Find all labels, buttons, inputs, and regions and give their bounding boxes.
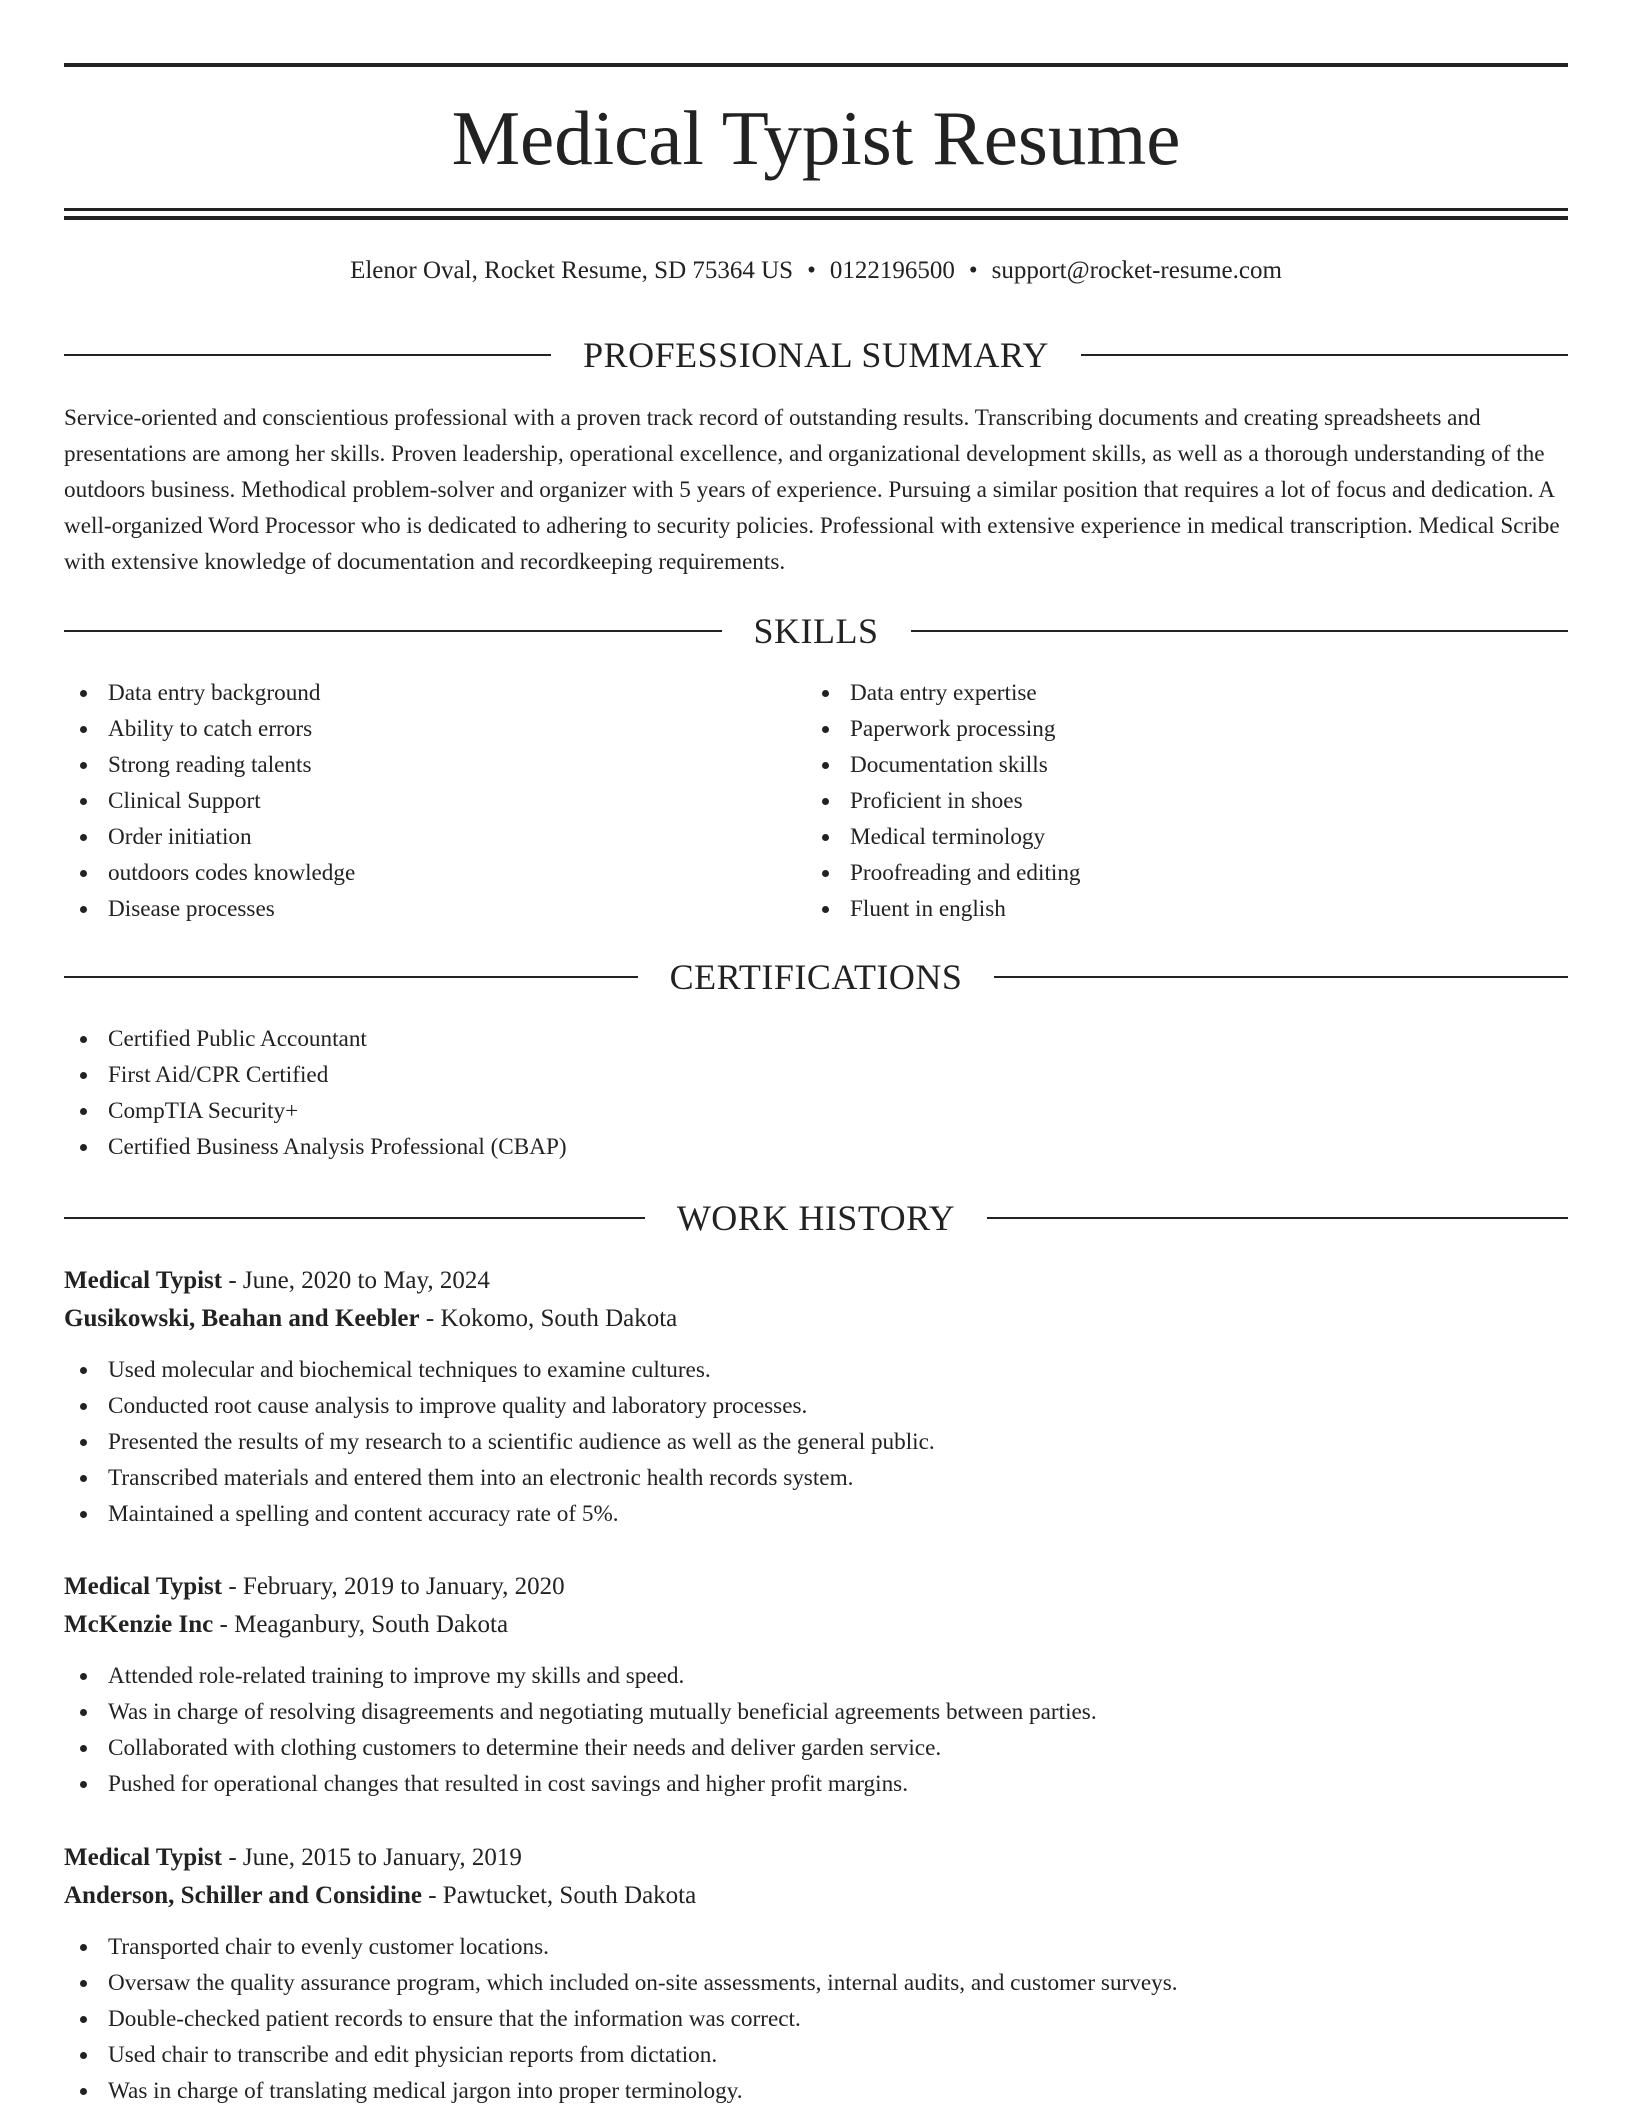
heading-rule-left	[64, 976, 638, 978]
job-bullet: Used molecular and biochemical techniques to examine cultures.	[64, 1352, 1568, 1388]
job-bullets	[64, 1929, 1568, 2109]
contact-separator: •	[807, 257, 816, 284]
job-location: - Kokomo, South Dakota	[419, 1305, 678, 1332]
job-company: McKenzie Inc	[64, 1611, 214, 1638]
skill-item: Strong reading talents	[64, 747, 764, 783]
job-dates: - February, 2019 to January, 2020	[222, 1573, 565, 1600]
job-bullet: Oversaw the quality assurance program, which included on-site assessments, internal audits, and customer surveys.	[64, 1965, 1568, 2001]
job-bullet: Presented the results of my research to a scientific audience as well as the general public.	[64, 1424, 1568, 1460]
skill-item: outdoors codes knowledge	[64, 855, 764, 891]
job-bullet: Was in charge of translating medical jargon into proper terminology.	[64, 2073, 1568, 2109]
skill-item: Data entry expertise	[806, 675, 1506, 711]
skill-item: Disease processes	[64, 891, 764, 927]
section-heading-certifications	[64, 955, 1568, 999]
skills-list-left	[64, 675, 764, 927]
job-company-line	[64, 1877, 1568, 1915]
job-dates: - June, 2015 to January, 2019	[222, 1844, 522, 1871]
job-entry	[64, 1262, 1568, 1532]
section-title: PROFESSIONAL SUMMARY	[583, 335, 1049, 375]
top-rule	[64, 63, 1568, 67]
contact-email: support@rocket-resume.com	[991, 257, 1282, 284]
job-bullet: Pushed for operational changes that resulted in cost savings and higher profit margins.	[64, 1766, 1568, 1802]
job-location: - Pawtucket, South Dakota	[421, 1882, 697, 1909]
page-title: Medical Typist Resume	[451, 95, 1181, 181]
certification-item: First Aid/CPR Certified	[64, 1057, 567, 1093]
section-title: SKILLS	[753, 611, 879, 651]
job-bullet: Conducted root cause analysis to improve quality and laboratory processes.	[64, 1388, 1568, 1424]
certification-item: Certified Public Accountant	[64, 1021, 567, 1057]
job-company-line	[64, 1606, 1568, 1644]
job-bullet: Used chair to transcribe and edit physician reports from dictation.	[64, 2037, 1568, 2073]
skill-item: Clinical Support	[64, 783, 764, 819]
job-title-line	[64, 1568, 1568, 1606]
job-company: Anderson, Schiller and Considine	[64, 1882, 422, 1909]
job-entry	[64, 1839, 1568, 2109]
job-bullet: Transported chair to evenly customer locations.	[64, 1929, 1568, 1965]
heading-rule-right	[994, 976, 1568, 978]
certification-item: CompTIA Security+	[64, 1093, 567, 1129]
section-heading-work-history	[64, 1196, 1568, 1240]
skill-item: Proofreading and editing	[806, 855, 1506, 891]
section-heading-summary	[64, 333, 1568, 377]
job-role: Medical Typist	[64, 1267, 223, 1294]
skill-item: Documentation skills	[806, 747, 1506, 783]
contact-separator: •	[968, 257, 978, 284]
skill-item: Proficient in shoes	[806, 783, 1506, 819]
skill-item: Fluent in english	[806, 891, 1506, 927]
skill-item: Paperwork processing	[806, 711, 1506, 747]
heading-rule-right	[911, 630, 1569, 632]
summary-text: Service-oriented and conscientious professional with a proven track record of outstanding results. Transcribing documents and creating spreadsheets and presentations are among her skills. Proven leadership, operational excellence, and organizational development skills, as well as a thorough understanding of the outdoors business. Methodical problem-solver and organizer with 5 years of experience. Pursuing a similar position that requires a lot of focus and dedication. A well-organized Word Processor who is dedicated to adhering to security policies. Professional with extensive experience in medical transcription. Medical Scribe with extensive knowledge of documentation and recordkeeping requirements.	[64, 405, 1560, 575]
job-company: Gusikowski, Beahan and Keebler	[64, 1305, 420, 1332]
title-underline-thick	[64, 216, 1568, 220]
title-underline-thin	[64, 208, 1568, 211]
job-bullet: Was in charge of resolving disagreements and negotiating mutually beneficial agreements between parties.	[64, 1694, 1568, 1730]
skill-item: Medical terminology	[806, 819, 1506, 855]
certification-item: Certified Business Analysis Professional (CBAP)	[64, 1129, 567, 1165]
contact-phone: 0122196500	[829, 257, 955, 284]
job-title-line	[64, 1262, 1568, 1300]
heading-rule-right	[1081, 354, 1568, 356]
job-bullet: Maintained a spelling and content accuracy rate of 5%.	[64, 1496, 1568, 1532]
heading-rule-right	[987, 1217, 1568, 1219]
job-company-line	[64, 1300, 1568, 1338]
job-role: Medical Typist	[64, 1573, 223, 1600]
section-heading-skills	[64, 609, 1568, 653]
section-title: CERTIFICATIONS	[669, 957, 963, 997]
heading-rule-left	[64, 1217, 645, 1219]
job-bullet: Double-checked patient records to ensure that the information was correct.	[64, 2001, 1568, 2037]
heading-rule-left	[64, 354, 551, 356]
skill-item: Ability to catch errors	[64, 711, 764, 747]
contact-line	[64, 254, 1568, 288]
certifications-list	[64, 1021, 567, 1165]
contact-address: Elenor Oval, Rocket Resume, SD 75364 US	[350, 257, 794, 284]
job-bullets	[64, 1352, 1568, 1532]
job-title-line	[64, 1839, 1568, 1877]
skills-list-right	[806, 675, 1506, 927]
section-title: WORK HISTORY	[676, 1198, 956, 1238]
skill-item: Order initiation	[64, 819, 764, 855]
job-bullet: Collaborated with clothing customers to determine their needs and deliver garden service.	[64, 1730, 1568, 1766]
heading-rule-left	[64, 630, 722, 632]
job-bullet: Attended role-related training to improve my skills and speed.	[64, 1658, 1568, 1694]
job-dates: - June, 2020 to May, 2024	[222, 1267, 490, 1294]
job-bullet: Transcribed materials and entered them into an electronic health records system.	[64, 1460, 1568, 1496]
skill-item: Data entry background	[64, 675, 764, 711]
job-location: - Meaganbury, South Dakota	[213, 1611, 509, 1638]
job-bullets	[64, 1658, 1568, 1802]
job-role: Medical Typist	[64, 1844, 223, 1871]
job-entry	[64, 1568, 1568, 1802]
